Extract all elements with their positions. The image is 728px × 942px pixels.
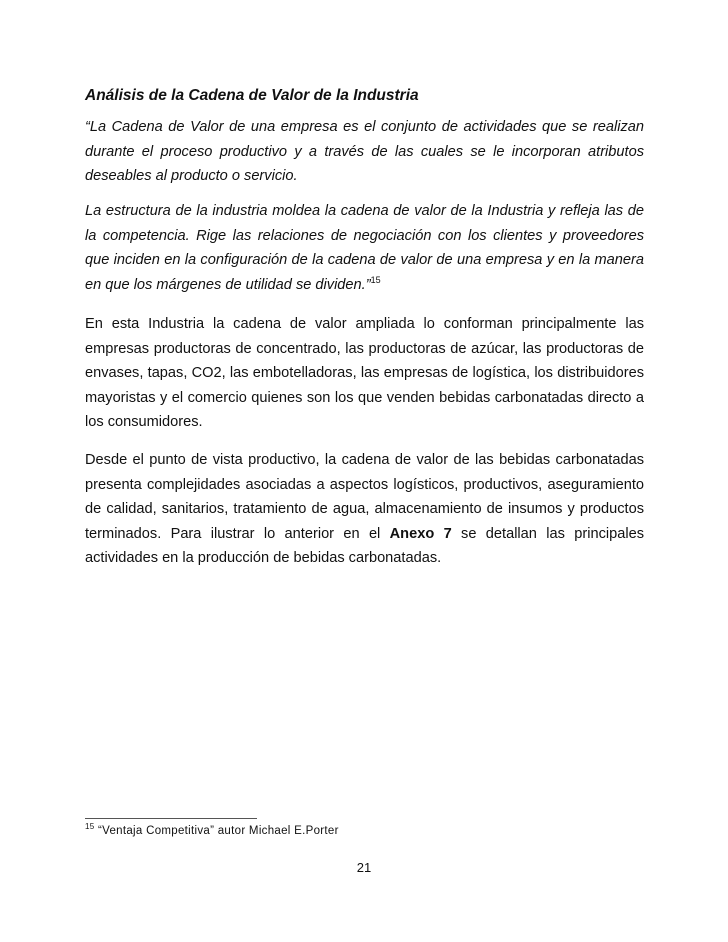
closing-quote-mark: ” [365,276,371,293]
value-chain-paragraph [85,312,644,435]
footnote-divider [85,818,257,819]
footnote-number: 15 [85,822,95,832]
production-paragraph-text-after: se detallan las principales actividades en la producción de bebidas carbonatadas. [85,525,644,567]
footnote-reference[interactable]: 15 [370,274,381,285]
footnote-text: “Ventaja Competitiva” autor Michael E.Porter [94,825,339,837]
quote-paragraph-1 [85,115,644,189]
value-chain-paragraph-text: En esta Industria la cadena de valor ampliada lo conforman principalmente las empresas productoras de concentrado, las productoras de azúcar, las productoras de envases, tapas, CO2, las embotelladoras, las empresas de logística, los distribuidores mayoristas y el comercio quienes son los que venden bebidas carbonatadas directo a los consumidores. [85,316,644,431]
annex-reference: Anexo 7 [389,525,452,542]
footnote [85,823,645,839]
section-heading: Análisis de la Cadena de Valor de la Industria [85,87,419,104]
production-paragraph [85,448,644,571]
quote-paragraph-2 [85,199,644,297]
quote-paragraph-1-text: “La Cadena de Valor de una empresa es el conjunto de actividades que se realizan durante el proceso productivo y a través de las cuales se le incorporan atributos deseables al producto o servicio. [85,119,644,185]
page-number: 21 [356,860,372,875]
quote-paragraph-2-text: La estructura de la industria moldea la cadena de valor de la Industria y refleja las de la competencia. Rige las relaciones de negociación con los clientes y proveedores que inciden en la configuración de la cadena de valor de una empresa y en la manera en que los márgenes de utilidad se dividen. [85,203,644,293]
production-paragraph-text-before: Desde el punto de vista productivo, la cadena de valor de las bebidas carbonatadas presenta complejidades asociadas a aspectos logísticos, productivos, aseguramiento de calidad, sanitarios, tratamiento de agua, almacenamiento de insumos y productos terminados. Para ilustrar lo anterior en el [85,452,644,542]
